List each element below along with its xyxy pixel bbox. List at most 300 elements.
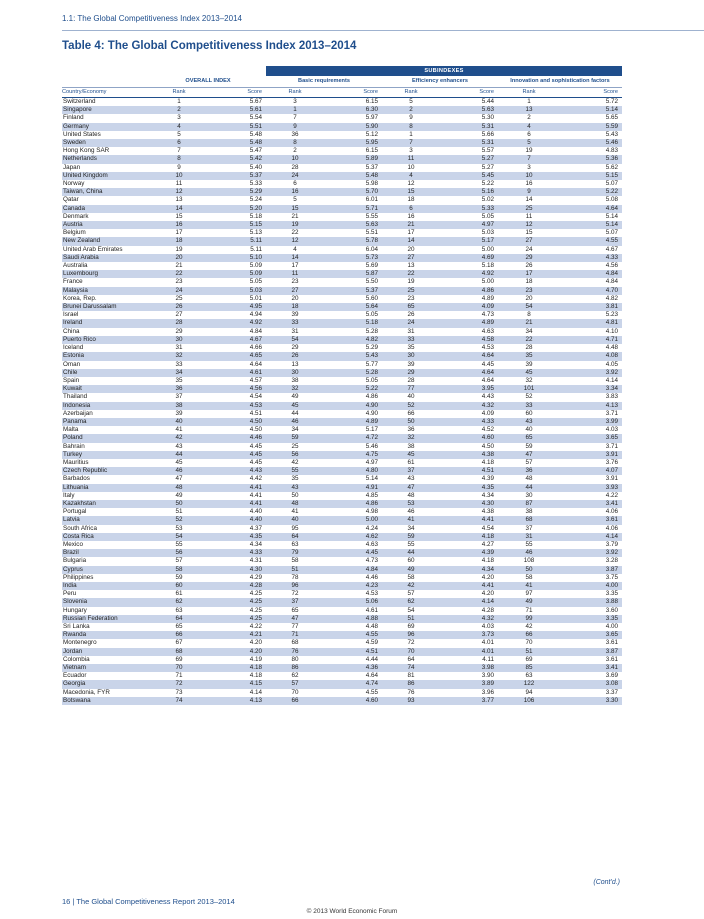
cell-basic-rank: 16	[266, 188, 324, 196]
cell-country: Israel	[63, 311, 79, 319]
cell-innovation-score: 4.82	[605, 294, 618, 302]
cell-overall-score: 5.11	[250, 245, 262, 253]
cell-innovation-rank: 44	[498, 484, 560, 492]
cell-innovation-rank: 21	[498, 319, 560, 327]
cell-basic-score: 6.15	[365, 147, 378, 155]
cell-overall-rank: 46	[150, 467, 208, 475]
cell-country: Malta	[63, 426, 79, 434]
cell-country: India	[62, 582, 150, 590]
cell-overall-score: 4.50	[208, 418, 266, 426]
cell-country: Luxembourg	[62, 270, 150, 278]
cell-overall-score: 5.20	[208, 205, 266, 213]
cell-basic-score: 5.87	[324, 270, 382, 278]
cell-basic-rank: 68	[291, 639, 299, 647]
cell-country: Mauritius	[63, 458, 89, 466]
cell-overall-rank: 57	[175, 557, 183, 565]
cell-innovation-score: 3.83	[605, 393, 618, 401]
cell-overall-score: 5.11	[208, 237, 266, 245]
cell-basic-rank: 42	[291, 458, 299, 466]
cell-basic-rank: 33	[266, 319, 324, 327]
group-header-row	[62, 76, 622, 88]
cell-efficiency-score: 5.00	[481, 245, 494, 253]
cell-innovation-rank: 11	[525, 212, 533, 220]
table-row	[62, 98, 622, 107]
cell-overall-rank: 22	[150, 270, 208, 278]
cell-overall-score: 4.20	[208, 648, 266, 656]
cell-overall-score: 4.84	[249, 327, 262, 335]
cell-efficiency-score: 5.57	[481, 147, 494, 155]
cell-overall-score: 4.65	[208, 352, 266, 360]
table-row	[62, 697, 622, 705]
table-row	[62, 582, 622, 590]
table-row	[62, 607, 622, 615]
cell-innovation-score: 3.88	[560, 598, 622, 606]
cell-efficiency-rank: 48	[407, 491, 415, 499]
cell-country: Poland	[62, 434, 150, 442]
cell-innovation-score: 4.10	[605, 327, 618, 335]
cell-overall-score: 5.47	[249, 147, 262, 155]
cell-basic-score: 6.15	[365, 98, 378, 105]
competitiveness-table-wrapper	[62, 66, 622, 705]
table-row	[62, 164, 622, 172]
cell-overall-rank: 63	[175, 606, 183, 614]
cell-innovation-rank: 25	[498, 205, 560, 213]
cell-innovation-rank: 22	[498, 336, 560, 344]
cell-innovation-score: 3.28	[605, 557, 618, 565]
cell-basic-score: 4.45	[324, 549, 382, 557]
cell-efficiency-score: 4.53	[481, 344, 494, 352]
cell-innovation-score: 3.99	[560, 418, 622, 426]
cell-efficiency-score: 4.43	[481, 393, 494, 401]
cell-basic-score: 4.85	[365, 491, 378, 499]
cell-basic-rank: 18	[266, 303, 324, 311]
cell-efficiency-rank: 21	[382, 221, 440, 229]
cell-basic-rank: 20	[291, 294, 299, 302]
cell-efficiency-rank: 50	[382, 418, 440, 426]
cell-country: Puerto Rico	[62, 336, 150, 344]
cell-basic-score: 5.55	[365, 212, 378, 220]
cell-overall-score: 5.15	[208, 221, 266, 229]
cell-basic-rank: 31	[291, 327, 299, 335]
cell-innovation-rank: 41	[498, 582, 560, 590]
cell-efficiency-rank: 93	[382, 697, 440, 705]
cell-efficiency-score: 5.18	[481, 262, 494, 270]
cell-innovation-rank: 51	[498, 648, 560, 656]
cell-overall-rank: 11	[175, 180, 183, 188]
cell-overall-rank: 39	[175, 409, 183, 417]
cell-overall-score: 5.51	[208, 123, 266, 131]
cell-innovation-score: 3.71	[605, 442, 618, 450]
cell-basic-rank: 22	[291, 229, 299, 237]
cell-overall-score: 4.25	[249, 590, 262, 598]
cell-country: Taiwan, China	[62, 188, 150, 196]
cell-country: Canada	[62, 205, 150, 213]
cell-efficiency-rank: 26	[407, 311, 415, 319]
cell-basic-score: 5.46	[365, 442, 378, 450]
cell-innovation-score: 5.14	[605, 212, 618, 220]
cell-overall-score: 4.42	[249, 475, 262, 483]
cell-overall-rank: 23	[175, 278, 183, 286]
cell-efficiency-rank: 28	[407, 376, 415, 384]
cell-basic-score: 4.51	[324, 648, 382, 656]
cell-country: Norway	[63, 180, 85, 188]
cell-basic-score: 4.84	[324, 566, 382, 574]
cell-basic-score: 4.36	[324, 664, 382, 672]
cell-basic-score: 4.60	[324, 697, 382, 705]
group-basic-requirements: Basic requirements	[266, 76, 382, 88]
cell-basic-rank: 76	[266, 648, 324, 656]
cell-country: Qatar	[63, 196, 79, 204]
cell-efficiency-rank: 33	[382, 336, 440, 344]
cell-innovation-score: 4.14	[605, 376, 618, 384]
cell-basic-rank: 49	[291, 393, 299, 401]
cell-innovation-rank: 8	[527, 311, 531, 319]
cell-overall-rank: 26	[150, 303, 208, 311]
cell-country: United Kingdom	[62, 172, 150, 180]
cell-basic-score: 5.70	[324, 188, 382, 196]
cell-efficiency-rank: 23	[407, 294, 415, 302]
cell-overall-rank: 4	[150, 123, 208, 131]
cell-overall-rank: 5	[177, 130, 181, 138]
cell-innovation-score: 4.84	[560, 270, 622, 278]
cell-innovation-rank: 18	[525, 278, 533, 286]
cell-overall-rank: 3	[177, 114, 181, 122]
cell-innovation-rank: 47	[498, 451, 560, 459]
cell-innovation-rank: 26	[525, 262, 533, 270]
cell-innovation-rank: 13	[498, 106, 560, 114]
cell-basic-rank: 55	[266, 467, 324, 475]
cell-overall-rank: 20	[150, 254, 208, 262]
cell-country: Panama	[62, 418, 150, 426]
cell-efficiency-rank: 86	[382, 680, 440, 688]
cell-innovation-score: 3.69	[605, 672, 618, 680]
cell-efficiency-rank: 38	[407, 442, 415, 450]
cell-innovation-score: 4.14	[560, 533, 622, 541]
cell-efficiency-rank: 74	[382, 664, 440, 672]
table-row	[62, 410, 622, 418]
cell-basic-score: 5.05	[365, 311, 378, 319]
cell-innovation-rank: 36	[498, 467, 560, 475]
cell-country: Austria	[62, 221, 150, 229]
cell-basic-score: 5.78	[324, 237, 382, 245]
cell-basic-score: 5.29	[365, 344, 378, 352]
cell-overall-rank: 61	[175, 590, 183, 598]
cell-innovation-rank: 58	[525, 573, 533, 581]
cell-basic-score: 4.90	[365, 409, 378, 417]
cell-overall-score: 5.40	[249, 163, 262, 171]
cell-basic-rank: 30	[266, 369, 324, 377]
cell-country: Finland	[63, 114, 84, 122]
cell-basic-rank: 5	[293, 196, 297, 204]
cell-overall-rank: 30	[150, 336, 208, 344]
cell-basic-score: 4.61	[365, 606, 378, 614]
cell-efficiency-score: 4.32	[440, 402, 498, 410]
cell-overall-rank: 21	[175, 262, 183, 270]
table-row	[62, 680, 622, 688]
cell-country: Belgium	[63, 229, 86, 237]
cell-efficiency-score: 5.31	[440, 123, 498, 131]
cell-efficiency-rank: 70	[382, 648, 440, 656]
cell-innovation-score: 3.41	[560, 500, 622, 508]
cell-innovation-score: 3.75	[605, 573, 618, 581]
cell-overall-score: 4.35	[208, 533, 266, 541]
cell-country: Sri Lanka	[63, 623, 90, 630]
cell-basic-rank: 13	[291, 360, 299, 368]
cell-overall-rank: 36	[150, 385, 208, 393]
cell-basic-score: 5.06	[324, 598, 382, 606]
table-row	[62, 549, 622, 557]
cell-efficiency-rank: 7	[382, 139, 440, 147]
cell-overall-rank: 15	[175, 212, 183, 220]
cell-basic-rank: 12	[266, 237, 324, 245]
cell-overall-score: 5.48	[249, 130, 262, 138]
cell-basic-rank: 35	[291, 475, 299, 483]
cell-innovation-rank: 17	[498, 270, 560, 278]
cell-basic-rank: 6	[293, 180, 297, 188]
cell-country: Denmark	[63, 212, 89, 220]
table-row	[62, 574, 622, 582]
cell-overall-score: 4.41	[208, 484, 266, 492]
cell-innovation-score: 3.60	[605, 606, 618, 614]
cell-overall-score: 4.22	[249, 623, 262, 630]
table-row	[62, 295, 622, 303]
table-row	[62, 196, 622, 204]
cell-basic-score: 5.28	[324, 369, 382, 377]
cell-country: Spain	[63, 376, 80, 384]
cell-innovation-score: 3.87	[560, 566, 622, 574]
cell-overall-rank: 70	[150, 664, 208, 672]
cell-basic-rank: 2	[293, 147, 297, 155]
cell-innovation-rank: 15	[525, 229, 533, 237]
cell-innovation-rank: 19	[525, 147, 533, 155]
cell-basic-score: 5.37	[365, 163, 378, 171]
cell-innovation-score: 3.65	[560, 631, 622, 639]
cell-innovation-score: 4.06	[605, 524, 618, 532]
cell-country: South Africa	[63, 524, 97, 532]
cell-innovation-score: 4.48	[605, 344, 618, 352]
cell-innovation-rank: 12	[498, 221, 560, 229]
cell-basic-rank: 9	[266, 123, 324, 131]
cell-efficiency-score: 4.92	[440, 270, 498, 278]
cell-overall-score: 4.33	[208, 549, 266, 557]
table-row	[62, 434, 622, 442]
cell-overall-rank: 6	[150, 139, 208, 147]
table-row	[62, 361, 622, 369]
table-row	[62, 402, 622, 410]
cell-basic-score: 4.86	[324, 500, 382, 508]
cell-innovation-score: 5.14	[560, 221, 622, 229]
cell-overall-score: 4.57	[249, 376, 262, 384]
table-row	[62, 525, 622, 533]
table-row	[62, 237, 622, 245]
table-row	[62, 278, 622, 286]
cell-overall-score: 4.43	[208, 467, 266, 475]
cell-basic-rank: 26	[266, 352, 324, 360]
table-row	[62, 213, 622, 221]
cell-overall-rank: 40	[150, 418, 208, 426]
cell-basic-score: 4.63	[365, 540, 378, 548]
cell-efficiency-rank: 37	[382, 467, 440, 475]
subindexes-banner: SUBINDEXES	[266, 66, 622, 76]
cell-overall-rank: 31	[175, 344, 183, 352]
table-row	[62, 541, 622, 549]
cell-overall-rank: 7	[177, 147, 181, 155]
cell-basic-score: 5.00	[324, 516, 382, 524]
cell-basic-score: 5.69	[365, 262, 378, 270]
cell-innovation-score: 4.00	[605, 623, 618, 630]
cell-country: Turkey	[62, 451, 150, 459]
cell-basic-rank: 11	[266, 270, 324, 278]
col-header-rank: Rank	[150, 88, 208, 98]
cell-country: China	[63, 327, 80, 335]
cell-innovation-score: 5.14	[560, 106, 622, 114]
cell-basic-rank: 17	[291, 262, 299, 270]
cell-innovation-rank: 28	[525, 344, 533, 352]
cell-innovation-rank: 66	[498, 631, 560, 639]
cell-basic-rank: 80	[291, 655, 299, 663]
cell-basic-rank: 65	[291, 606, 299, 614]
cell-innovation-score: 5.07	[605, 180, 618, 188]
cell-innovation-score: 5.59	[560, 123, 622, 131]
cell-efficiency-rank: 1	[409, 130, 413, 138]
cell-country: Korea, Rep.	[63, 294, 97, 302]
cell-overall-rank: 33	[175, 360, 183, 368]
cell-efficiency-rank: 11	[382, 155, 440, 163]
cell-country: Lithuania	[62, 484, 150, 492]
cell-innovation-rank: 40	[525, 426, 533, 434]
cell-innovation-rank: 35	[498, 352, 560, 360]
col-header-score: Score	[560, 88, 622, 98]
cell-efficiency-score: 4.38	[440, 451, 498, 459]
cell-country: Portugal	[63, 508, 87, 516]
cell-efficiency-score: 4.45	[481, 360, 494, 368]
cell-basic-rank: 36	[291, 130, 299, 138]
cell-efficiency-score: 4.97	[440, 221, 498, 229]
cell-overall-score: 4.18	[208, 664, 266, 672]
cell-overall-score: 4.45	[249, 458, 262, 466]
cell-country: Botswana	[62, 697, 150, 705]
cell-country: Latvia	[62, 516, 150, 524]
cell-efficiency-score: 5.33	[440, 205, 498, 213]
cell-basic-rank: 79	[266, 549, 324, 557]
cell-innovation-rank: 69	[525, 655, 533, 663]
cell-innovation-rank: 97	[525, 590, 533, 598]
cell-basic-rank: 4	[293, 245, 297, 253]
copyright-notice: © 2013 World Economic Forum	[306, 908, 398, 915]
cell-overall-score: 4.14	[249, 688, 262, 696]
table-title: Table 4: The Global Competitiveness Index 2013–2014	[62, 40, 357, 52]
cell-innovation-rank: 10	[498, 172, 560, 180]
cell-country: Australia	[63, 262, 88, 270]
cell-innovation-score: 5.22	[560, 188, 622, 196]
cell-basic-score: 4.75	[324, 451, 382, 459]
cell-overall-rank: 42	[150, 434, 208, 442]
cell-basic-score: 4.74	[324, 680, 382, 688]
cell-efficiency-score: 4.64	[440, 369, 498, 377]
cell-basic-rank: 38	[291, 376, 299, 384]
cell-innovation-rank: 85	[498, 664, 560, 672]
cell-innovation-rank: 24	[525, 245, 533, 253]
cell-overall-score: 4.45	[249, 442, 262, 450]
cell-basic-rank: 40	[266, 516, 324, 524]
cell-innovation-score: 4.22	[605, 491, 618, 499]
cell-overall-rank: 28	[150, 319, 208, 327]
cell-innovation-rank: 68	[498, 516, 560, 524]
table-row	[62, 516, 622, 524]
cell-efficiency-score: 4.64	[440, 352, 498, 360]
cell-basic-score: 5.51	[365, 229, 378, 237]
col-header-score: Score	[324, 88, 382, 98]
table-row	[62, 500, 622, 508]
cell-overall-rank: 9	[177, 163, 181, 171]
cell-overall-score: 4.41	[208, 500, 266, 508]
table-row	[62, 336, 622, 344]
cell-innovation-score: 5.15	[560, 172, 622, 180]
cell-country: Japan	[63, 163, 81, 171]
cell-overall-score: 4.13	[208, 697, 266, 705]
cell-efficiency-rank: 53	[382, 500, 440, 508]
table-row	[62, 443, 622, 451]
cell-country: Thailand	[63, 393, 88, 401]
cell-basic-score: 4.73	[365, 557, 378, 565]
cell-basic-score: 6.30	[324, 106, 382, 114]
cell-overall-rank: 74	[150, 697, 208, 705]
cell-innovation-rank: 101	[498, 385, 560, 393]
table-row	[62, 123, 622, 131]
cell-basic-rank: 14	[266, 254, 324, 262]
cell-efficiency-score: 5.27	[481, 163, 494, 171]
cell-efficiency-score: 4.32	[440, 615, 498, 623]
cell-basic-score: 5.14	[365, 475, 378, 483]
cell-overall-rank: 45	[175, 458, 183, 466]
table-row	[62, 311, 622, 319]
cell-innovation-rank: 30	[525, 491, 533, 499]
cell-basic-rank: 24	[266, 172, 324, 180]
cell-innovation-score: 4.81	[560, 319, 622, 327]
cell-overall-rank: 49	[175, 491, 183, 499]
cell-innovation-score: 3.71	[605, 409, 618, 417]
cell-efficiency-score: 4.39	[481, 475, 494, 483]
table-row	[62, 205, 622, 213]
table-row	[62, 352, 622, 360]
cell-innovation-score: 3.76	[605, 458, 618, 466]
cell-innovation-score: 3.30	[560, 697, 622, 705]
table-row	[62, 664, 622, 672]
cell-overall-score: 4.15	[208, 680, 266, 688]
cell-overall-score: 5.18	[249, 212, 262, 220]
cell-overall-score: 4.54	[249, 393, 262, 401]
cell-overall-rank: 16	[150, 221, 208, 229]
cell-efficiency-rank: 12	[407, 180, 415, 188]
cell-efficiency-score: 3.89	[440, 680, 498, 688]
cell-efficiency-score: 4.50	[481, 442, 494, 450]
cell-innovation-rank: 7	[498, 155, 560, 163]
cell-efficiency-rank: 60	[407, 557, 415, 565]
cell-basic-score: 4.80	[324, 467, 382, 475]
cell-innovation-score: 4.00	[560, 582, 622, 590]
cell-efficiency-score: 4.38	[481, 508, 494, 516]
cell-efficiency-rank: 5	[409, 98, 413, 105]
cell-innovation-score: 4.08	[560, 352, 622, 360]
group-overall-index: OVERALL INDEX	[150, 76, 266, 88]
cell-efficiency-score: 4.30	[440, 500, 498, 508]
cell-basic-score: 5.77	[365, 360, 378, 368]
cell-efficiency-score: 4.86	[440, 287, 498, 295]
cell-basic-rank: 51	[266, 566, 324, 574]
cell-innovation-score: 3.61	[605, 639, 618, 647]
cell-efficiency-score: 5.02	[481, 196, 494, 204]
cell-efficiency-rank: 66	[407, 409, 415, 417]
